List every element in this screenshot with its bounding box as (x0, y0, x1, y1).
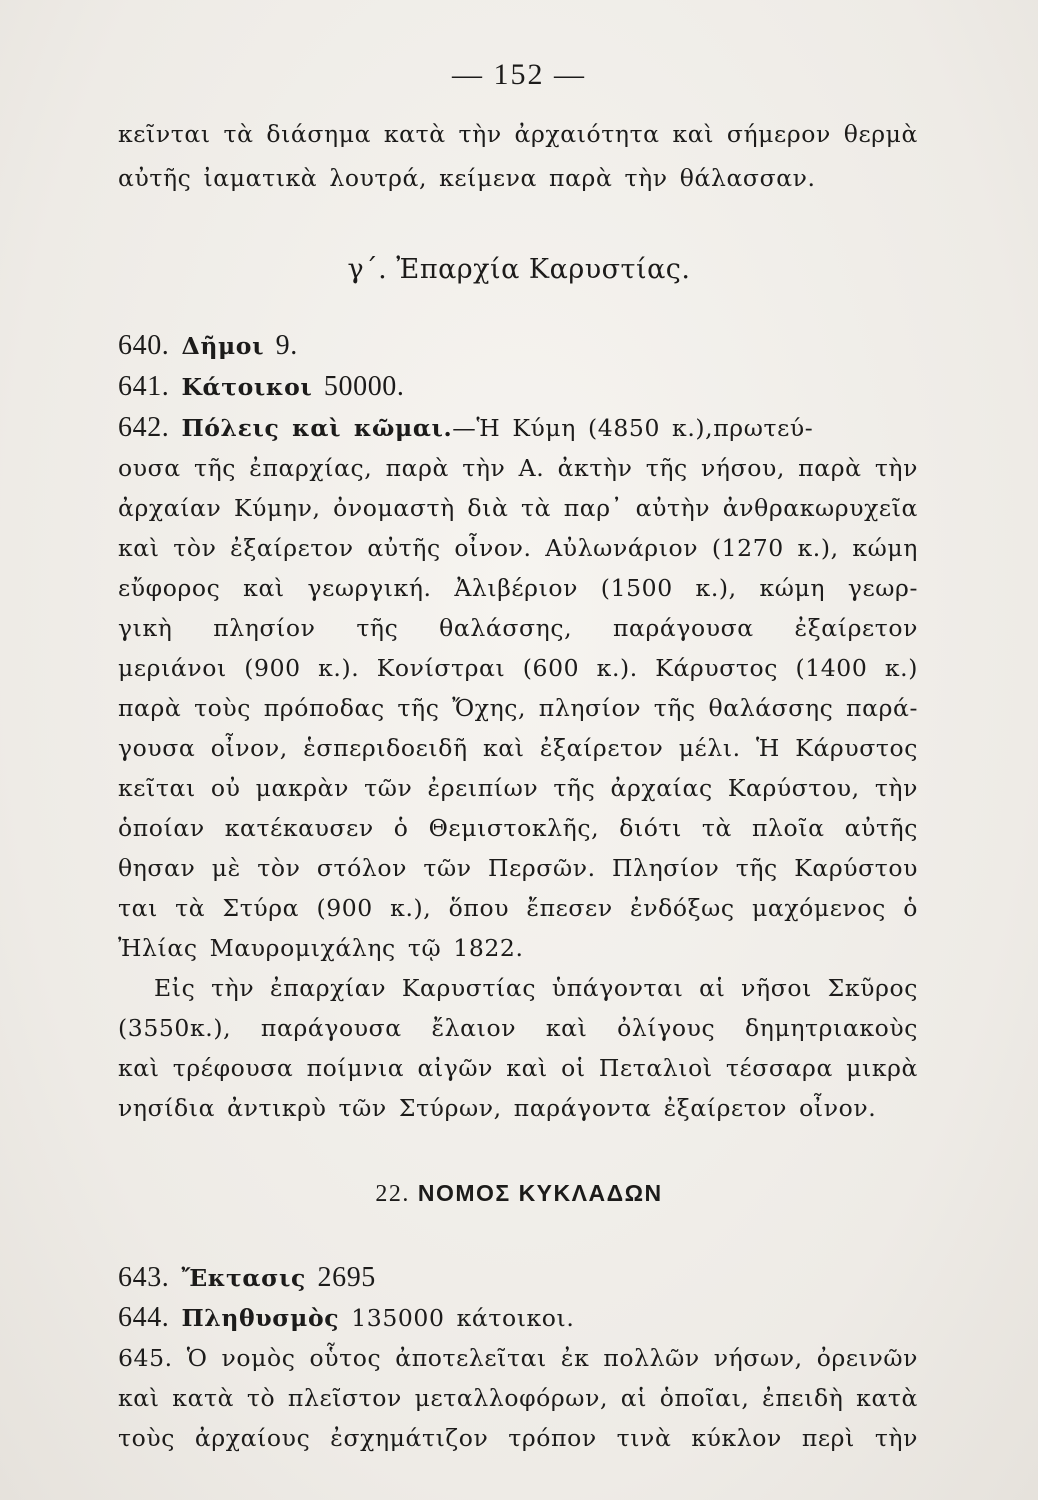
body-line: ἀρχαίαν Κύμην, ὀνομαστὴ διὰ τὰ παρ᾽ αὐτὴν ἀνθρακωρυχεῖα (118, 494, 918, 522)
body-line: μεριάνοι (900 κ.). Κονίστραι (600 κ.). Κάρυστος (1400 κ.) (118, 654, 918, 682)
entry-text: 50000. (312, 371, 405, 402)
body-line: θησαν μὲ τὸν στόλον τῶν Περσῶν. Πλησίον τῆς Καρύστου (118, 854, 918, 882)
entry-number: 641. (118, 371, 170, 402)
entry-text: 135000 κάτοικοι. (339, 1304, 575, 1332)
body-line: (3550κ.), παράγουσα ἔλαιον καὶ ὀλίγους δημητριακοὺς (118, 1014, 918, 1042)
section-number: 22. (375, 1181, 410, 1207)
entry-640 (118, 330, 918, 362)
entry-label: Δῆμοι (181, 332, 265, 360)
entry-number: 643. (118, 1262, 170, 1293)
entry-label: Πόλεις καὶ κῶμαι. (181, 414, 453, 442)
body-line: νησίδια ἀντικρὺ τῶν Στύρων, παράγοντα ἐξαίρετον οἶνον. (118, 1094, 877, 1122)
body-line: τοὺς ἀρχαίους ἐσχημάτιζον τρόπον τινὰ κύκλον περὶ τὴν (118, 1424, 918, 1452)
entry-label: Ἔκτασις (181, 1264, 306, 1292)
entry-number: 640. (118, 330, 170, 361)
body-line: Εἰς τὴν ἐπαρχίαν Καρυστίας ὑπάγονται αἱ νῆσοι Σκῦρος (154, 974, 918, 1002)
entry-644 (118, 1302, 918, 1334)
entry-643 (118, 1262, 918, 1294)
body-line: παρὰ τοὺς πρόποδας τῆς Ὄχης, πλησίον τῆς θαλάσσης παρά- (118, 694, 918, 722)
entry-text: 9. (264, 330, 298, 361)
body-line: αὐτῆς ἰαματικὰ λουτρά, κείμενα παρὰ τὴν θάλασσαν. (118, 164, 816, 192)
entry-number: 642. (118, 412, 170, 443)
entry-641 (118, 371, 918, 403)
entry-text: 2695 (305, 1262, 376, 1293)
body-line: Ἠλίας Μαυρομιχάλης τῷ 1822. (118, 934, 524, 962)
body-line: γικὴ πλησίον τῆς θαλάσσης, παράγουσα ἐξαίρετον (118, 614, 918, 642)
body-line: εὔφορος καὶ γεωργική. Ἀλιβέριον (1500 κ.), κώμη γεωρ- (118, 574, 918, 602)
body-line: 645. Ὁ νομὸς οὗτος ἀποτελεῖται ἐκ πολλῶν νήσων, ὀρεινῶν (118, 1344, 918, 1372)
body-line: κεῖται οὐ μακρὰν τῶν ἐρειπίων τῆς ἀρχαίας Καρύστου, τὴν (118, 774, 918, 802)
body-line: κεῖνται τὰ διάσημα κατὰ τὴν ἀρχαιότητα καὶ σήμερον θερμὰ (118, 120, 918, 148)
entry-label: Πληθυσμὸς (181, 1304, 340, 1332)
body-line: ὁποίαν κατέκαυσεν ὁ Θεμιστοκλῆς, διότι τὰ πλοῖα αὐτῆς (118, 814, 918, 842)
entry-number: 644. (118, 1302, 170, 1333)
entry-text: —Ἡ Κύμη (4850 κ.),πρωτεύ- (452, 414, 814, 442)
body-line: καὶ τὸν ἐξαίρετον αὐτῆς οἶνον. Αὐλωνάριον (1270 κ.), κώμη (118, 534, 918, 562)
subsection-heading: γ΄. Ἐπαρχία Καρυστίας. (347, 254, 691, 285)
body-line: καὶ τρέφουσα ποίμνια αἰγῶν καὶ οἱ Πεταλιοὶ τέσσαρα μικρὰ (118, 1054, 918, 1082)
section-name: ΝΟΜΟΣ ΚΥΚΛΑΔΩΝ (417, 1180, 663, 1206)
entry-642 (118, 412, 918, 444)
entry-label: Κάτοικοι (181, 373, 313, 401)
body-line: ουσα τῆς ἐπαρχίας, παρὰ τὴν Α. ἀκτὴν τῆς νήσου, παρὰ τὴν (118, 454, 918, 482)
page-number: — 152 — (452, 58, 586, 91)
body-line: γουσα οἶνον, ἑσπεριδοειδῆ καὶ ἐξαίρετον μέλι. Ἡ Κάρυστος (118, 734, 918, 762)
body-line: καὶ κατὰ τὸ πλεῖστον μεταλλοφόρων, αἱ ὁποῖαι, ἐπειδὴ κατὰ (118, 1384, 918, 1412)
section-title (0, 1180, 1038, 1208)
body-line: ται τὰ Στύρα (900 κ.), ὅπου ἔπεσεν ἐνδόξως μαχόμενος ὁ (118, 894, 918, 922)
